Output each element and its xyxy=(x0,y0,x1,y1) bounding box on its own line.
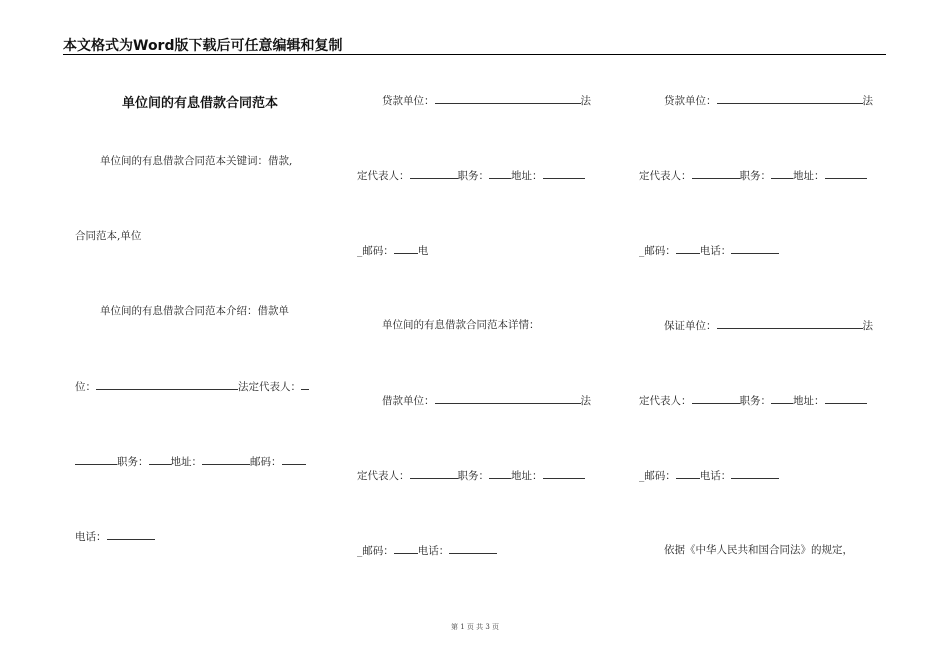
blank-field xyxy=(75,454,117,465)
blank-field xyxy=(717,318,863,329)
blank-field xyxy=(717,93,863,104)
blank-field xyxy=(489,168,511,179)
guarantor-contact-line: _邮码： 电话： xyxy=(639,468,779,483)
blank-field xyxy=(107,529,155,540)
borrower-phone-line: 电话： xyxy=(75,529,155,544)
blank-field xyxy=(676,468,700,479)
blank-field xyxy=(149,454,171,465)
page-number: 第 1 页 共 3 页 xyxy=(450,623,500,631)
lender-contact-line: _邮码： 电 xyxy=(357,245,429,257)
lender-line: 贷款单位： 法 xyxy=(664,95,873,107)
legal-basis-line: 依据《中华人民共和国合同法》的规定， xyxy=(664,544,853,556)
blank-field xyxy=(394,543,418,554)
blank-field xyxy=(301,379,309,390)
keywords-line-cont: 合同范本,单位 xyxy=(75,230,142,242)
lender-rep-line: 定代表人： 职务： 地址： xyxy=(357,168,585,183)
intro-line: 单位间的有息借款合同范本介绍：借款单 xyxy=(100,305,289,317)
blank-field xyxy=(435,93,581,104)
blank-field xyxy=(825,168,867,179)
guarantor-line: 保证单位： 法 xyxy=(664,320,873,332)
column-3 xyxy=(639,0,899,672)
guarantor-rep-line: 定代表人： 职务： 地址： xyxy=(639,393,867,408)
blank-field xyxy=(692,168,740,179)
blank-field xyxy=(96,379,238,390)
borrower-contact-line: 职务： 地址： 邮码： xyxy=(75,454,306,469)
blank-field xyxy=(825,393,867,404)
blank-field xyxy=(771,168,793,179)
column-1 xyxy=(75,0,335,672)
borrower-contact-line: _邮码： 电话： xyxy=(357,543,497,558)
lender-rep-line: 定代表人： 职务： 地址： xyxy=(639,168,867,183)
document-title: 单位间的有息借款合同范本 xyxy=(121,96,278,111)
blank-field xyxy=(771,393,793,404)
blank-field xyxy=(543,168,585,179)
blank-field xyxy=(449,543,497,554)
column-2 xyxy=(357,0,617,672)
blank-field xyxy=(435,393,581,404)
blank-field xyxy=(731,468,779,479)
blank-field xyxy=(410,468,458,479)
keywords-line: 单位间的有息借款合同范本关键词：借款, xyxy=(100,155,293,167)
blank-field xyxy=(489,468,511,479)
blank-field xyxy=(692,393,740,404)
borrower-line: 位： 法定代表人： xyxy=(75,379,309,394)
lender-contact-line: _邮码： 电话： xyxy=(639,243,779,258)
lender-line: 贷款单位： 法 xyxy=(382,95,591,107)
details-heading: 单位间的有息借款合同范本详情： xyxy=(382,319,540,331)
borrower-rep-line: 定代表人： 职务： 地址： xyxy=(357,468,585,483)
blank-field xyxy=(731,243,779,254)
blank-field xyxy=(543,468,585,479)
blank-field xyxy=(676,243,700,254)
blank-field xyxy=(282,454,306,465)
borrower-line: 借款单位： 法 xyxy=(382,395,591,407)
blank-field xyxy=(202,454,250,465)
blank-field xyxy=(394,243,418,254)
header-text: 本文格式为Word版下载后可任意编辑和复制 xyxy=(63,38,343,54)
blank-field xyxy=(410,168,458,179)
